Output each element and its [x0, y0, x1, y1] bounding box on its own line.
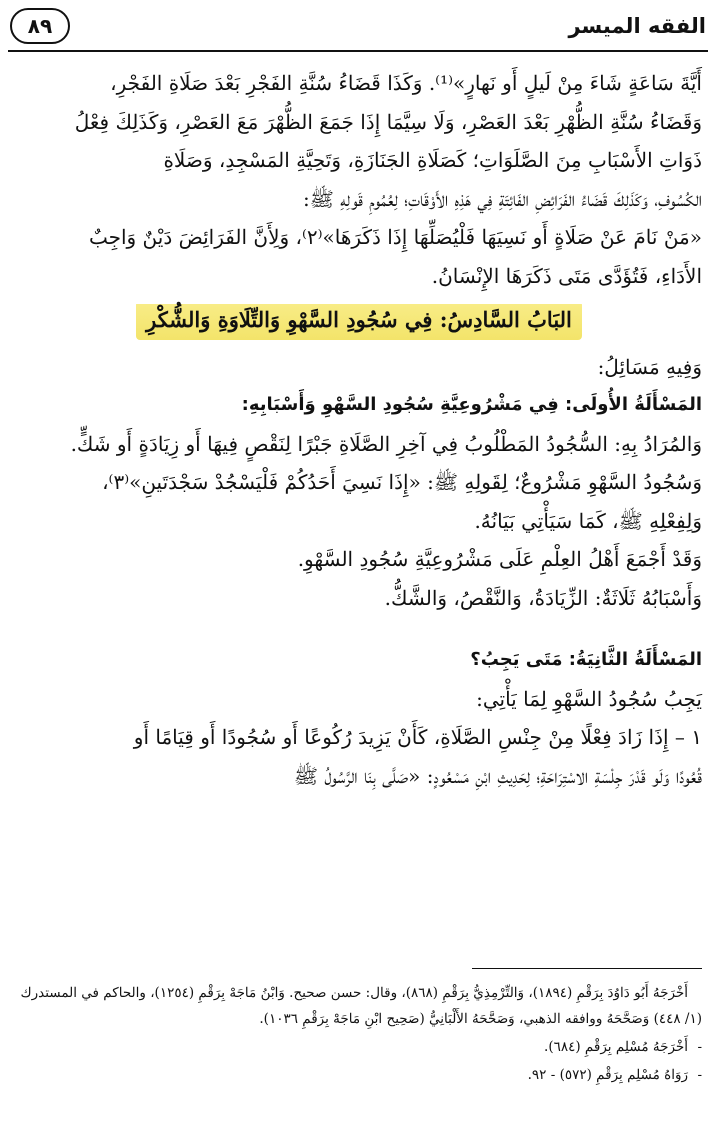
body-line: وَسُجُودُ السَّهْوِ مَشْرُوعٌ؛ لِقَولِهِ ﷺ: «إِذَا نَسِيَ أَحَدُكُمْ فَلْيَسْجُدْ سَجْدَتَينِ»⁽٣⁾،: [102, 470, 702, 494]
issue-2-title: المَسْأَلَةُ الثَّانِيَةُ: مَتَى يَجِبُ؟: [470, 649, 702, 670]
footnote-mark: -: [697, 1039, 702, 1055]
footnote-2: [16, 1034, 702, 1060]
footnote-1: [16, 980, 702, 1032]
body-line: وَقَضَاءُ سُنَّةِ الظُّهْرِ بَعْدَ العَصْرِ، وَلَا سِيَّمَا إِذَا جَمَعَ الظُّهْرَ مَعَ العَصْرِ، وَكَذَلِكَ فِعْلُ: [74, 109, 702, 134]
body-line: الأَدَاءِ، فَتُؤَدَّى مَتَى ذَكَرَهَا الإِنْسَانُ.: [431, 263, 702, 288]
body-line: وَقَدْ أَجْمَعَ أَهْلُ العِلْمِ عَلَى مَشْرُوعِيَّةِ سُجُودِ السَّهْوِ.: [297, 547, 702, 571]
footnote-rule: [472, 968, 702, 969]
footnote-3: [16, 1062, 702, 1088]
body-line: قُعُودًا وَلَو قَدْرَ جِلْسَةِ الاسْتِرَاحَةِ؛ لِحَدِيثِ ابْنِ مَسْعُودٍ: «صَلَّى بِنَا الرَّسُولُ ﷺ: [293, 763, 702, 788]
chapter-title-highlighted: البَابُ السَّادِسُ: فِي سُجُودِ السَّهْوِ وَالتِّلَاوَةِ وَالشُّكْرِ: [136, 301, 582, 340]
footnote-text: أَخْرَجَهُ أَبُو دَاوُدَ بِرَقْمِ (١٨٩٤)، وَالتِّرْمِذِيُّ بِرَقْمِ (٨٦٨)، وقال: حسن صحيح. وَابْنُ مَاجَهْ بِرَقْمِ (١٢٥٤)، والحاكم في المستدرك (١/ ٤٤٨) وَصَحَّحَهُ ووافقه الذهبي، وَصَحَّحَهُ الأَلْبَانِيُّ (صَحِيح ابْنِ مَاجَهْ بِرَقْمِ ١٠٣٦).: [20, 985, 702, 1027]
issue-1-title: المَسْأَلَةُ الأُولَى: فِي مَشْرُوعِيَّةِ سُجُودِ السَّهْوِ وَأَسْبَابِهِ:: [241, 394, 702, 415]
footnote-mark: -: [697, 1067, 702, 1083]
footnotes: [16, 980, 702, 1090]
page-body: [16, 64, 702, 795]
issue-2-intro: يَجِبُ سُجُودُ السَّهْوِ لِمَا يَأْتِي:: [476, 686, 702, 711]
body-line: أَيَّةَ سَاعَةٍ شَاءَ مِنْ لَيلٍ أَو نَهارٍ»⁽¹⁾. وَكَذَا قَضَاءُ سُنَّةِ الفَجْرِ بَعْدَ صَلَاةِ الفَجْرِ،: [110, 71, 702, 95]
footnote-text: رَوَاهُ مُسْلِم بِرَقْمِ (٥٧٢) - ٩٢.: [527, 1067, 688, 1083]
body-line: وَأَسْبَابُهُ ثَلَاثَةٌ: الزِّيَادَةُ، وَالنَّقْصُ، وَالشَّكُّ.: [384, 585, 702, 610]
issues-intro: وَفِيهِ مَسَائِلُ:: [597, 354, 702, 379]
page-number: ٨٩: [10, 8, 70, 44]
body-line: ١ – إِذَا زَادَ فِعْلًا مِنْ جِنْسِ الصَّلَاةِ، كَأَنْ يَزِيدَ رُكُوعًا أَو سُجُودًا أَو قِيَامًا أَو: [133, 725, 702, 749]
body-line: وَلِفِعْلِهِ ﷺ، كَمَا سَيَأْتِي بَيَانُهُ.: [474, 508, 702, 533]
chapter-heading: [16, 301, 702, 340]
body-line: ذَوَاتِ الأَسْبَابِ مِنَ الصَّلَوَاتِ؛ كَصَلَاةِ الجَنَازَةِ، وَتَحِيَّةِ المَسْجِدِ، وَصَلَاةِ: [163, 148, 702, 172]
body-line: الكُسُوفِ، وَكَذَلِكَ قَضَاءُ الفَرَائِضِ الفَائِتَةِ فِي هَذِهِ الأَوْقَاتِ؛ لِعُمُومِ قَولِهِ ﷺ:: [302, 186, 702, 211]
body-line: وَالمُرَادُ بِهِ: السُّجُودُ المَطْلُوبُ فِي آخِرِ الصَّلَاةِ جَبْرًا لِنَقْصٍ فِيهَا أَو زِيَادَةٍ أَو شَكٍّ.: [70, 431, 702, 456]
section-gap: [16, 617, 702, 641]
body-line: «مَنْ نَامَ عَنْ صَلَاةٍ أَو نَسِيَهَا فَلْيُصَلِّهَا إِذَا ذَكَرَهَا»⁽٢⁾، وَلِأَنَّ الفَرَائِضَ دَيْنٌ وَاجِبٌ: [88, 225, 702, 249]
footnote-text: أَخْرَجَهُ مُسْلِم بِرَقْمِ (٦٨٤).: [544, 1039, 688, 1055]
page-header: [8, 6, 708, 52]
book-title: الفقه الميسر: [568, 14, 706, 38]
header-rule: [8, 50, 708, 52]
